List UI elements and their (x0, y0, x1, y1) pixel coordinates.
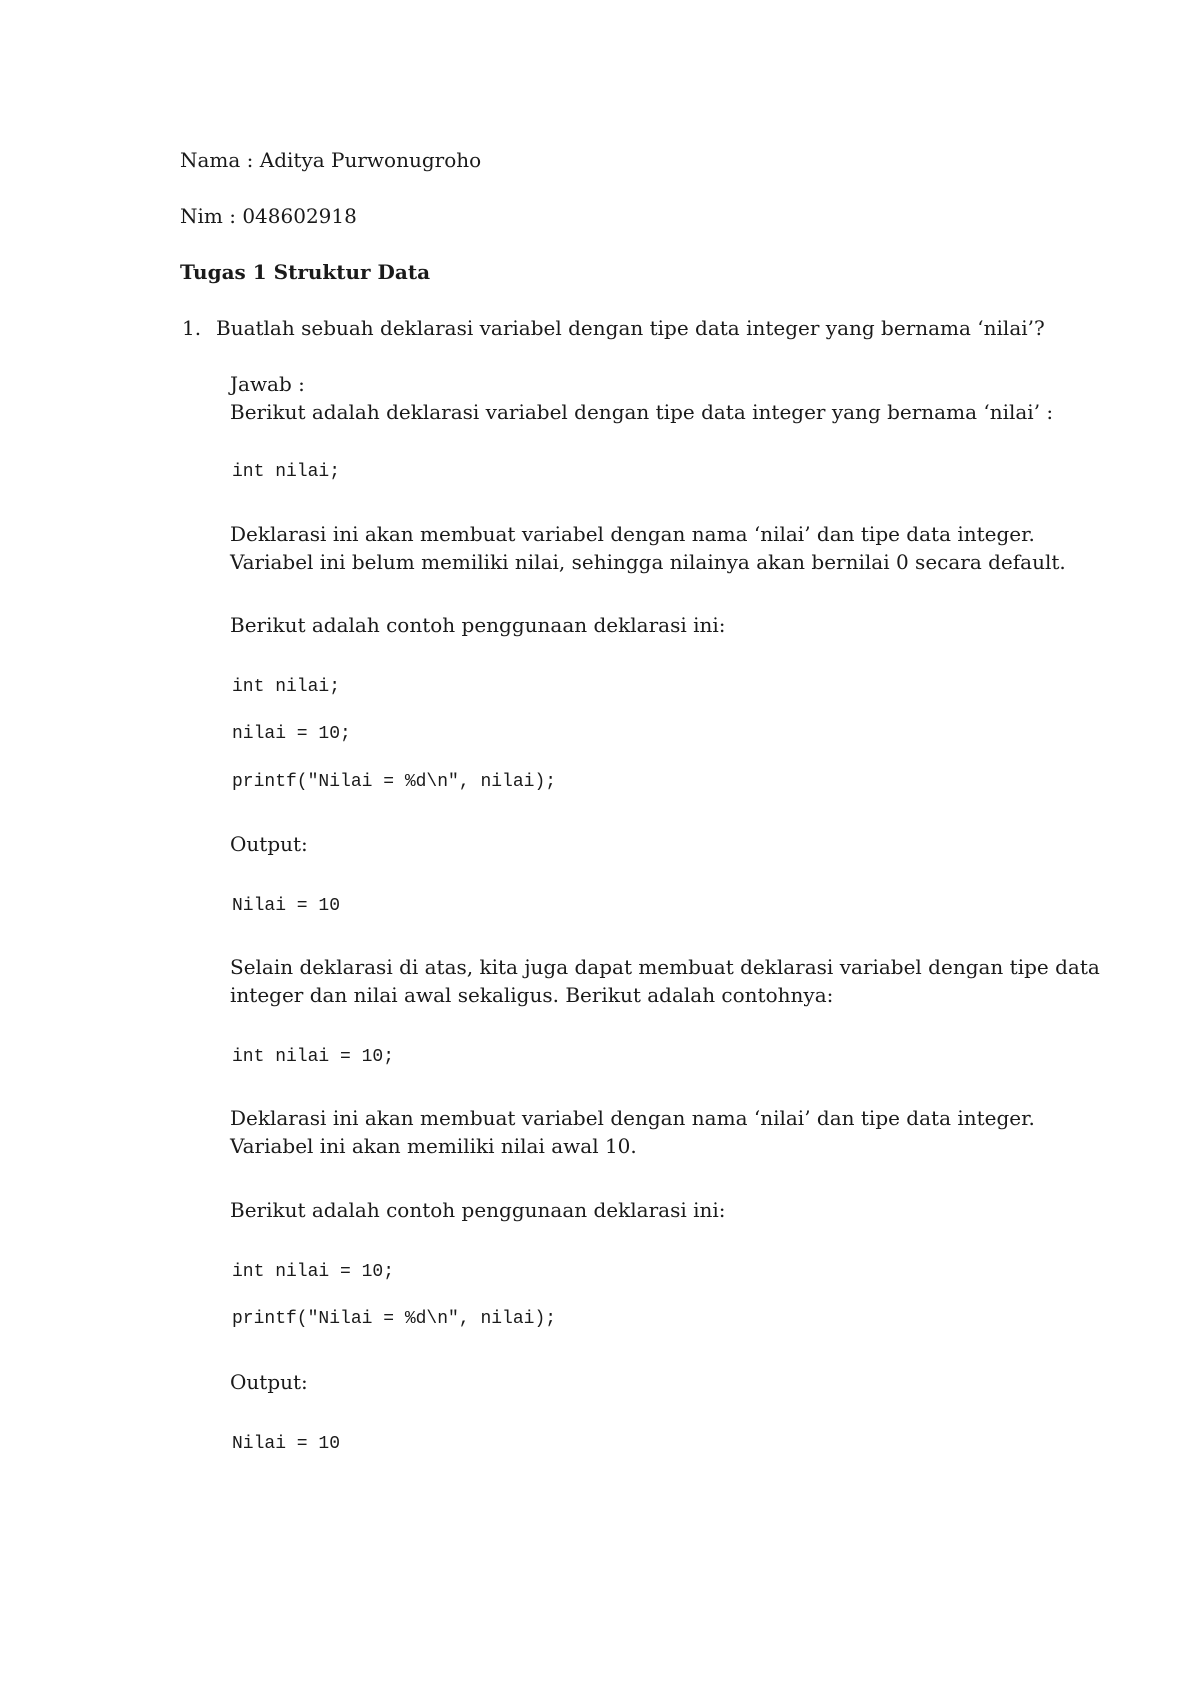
code-line: printf("Nilai = %d\n", nilai); (232, 772, 557, 792)
jawab-label: Jawab : (230, 372, 305, 396)
output-label: Output: (230, 832, 308, 856)
question-number: 1. (182, 316, 202, 340)
example-intro: Berikut adalah contoh penggunaan deklarasi ini: (230, 613, 726, 637)
code-line: nilai = 10; (232, 724, 351, 744)
explanation-line: Deklarasi ini akan membuat variabel dengan nama ‘nilai’ dan tipe data integer. (230, 522, 1035, 546)
explanation-line: Deklarasi ini akan membuat variabel dengan nama ‘nilai’ dan tipe data integer. (230, 1106, 1035, 1130)
document-title: Tugas 1 Struktur Data (180, 260, 431, 284)
output-value: Nilai = 10 (232, 1434, 341, 1454)
explanation-line: Variabel ini belum memiliki nilai, sehingga nilainya akan bernilai 0 secara default. (230, 550, 1066, 574)
paragraph-line: integer dan nilai awal sekaligus. Berikut adalah contohnya: (230, 983, 834, 1007)
explanation-line: Variabel ini akan memiliki nilai awal 10. (230, 1134, 637, 1158)
paragraph-line: Selain deklarasi di atas, kita juga dapat membuat deklarasi variabel dengan tipe data (230, 955, 1100, 979)
output-label: Output: (230, 1370, 308, 1394)
code-line: int nilai; (232, 677, 341, 697)
code-line: printf("Nilai = %d\n", nilai); (232, 1309, 557, 1329)
code-line: int nilai = 10; (232, 1262, 395, 1282)
answer-intro: Berikut adalah deklarasi variabel dengan tipe data integer yang bernama ‘nilai’ : (230, 400, 1054, 424)
nama-line: Nama : Aditya Purwonugroho (180, 148, 482, 172)
code-line: int nilai = 10; (232, 1047, 395, 1067)
example-intro: Berikut adalah contoh penggunaan deklarasi ini: (230, 1198, 726, 1222)
output-value: Nilai = 10 (232, 896, 341, 916)
question-text: Buatlah sebuah deklarasi variabel dengan tipe data integer yang bernama ‘nilai’? (216, 316, 1045, 340)
nim-line: Nim : 048602918 (180, 204, 357, 228)
code-declaration: int nilai; (232, 462, 341, 482)
